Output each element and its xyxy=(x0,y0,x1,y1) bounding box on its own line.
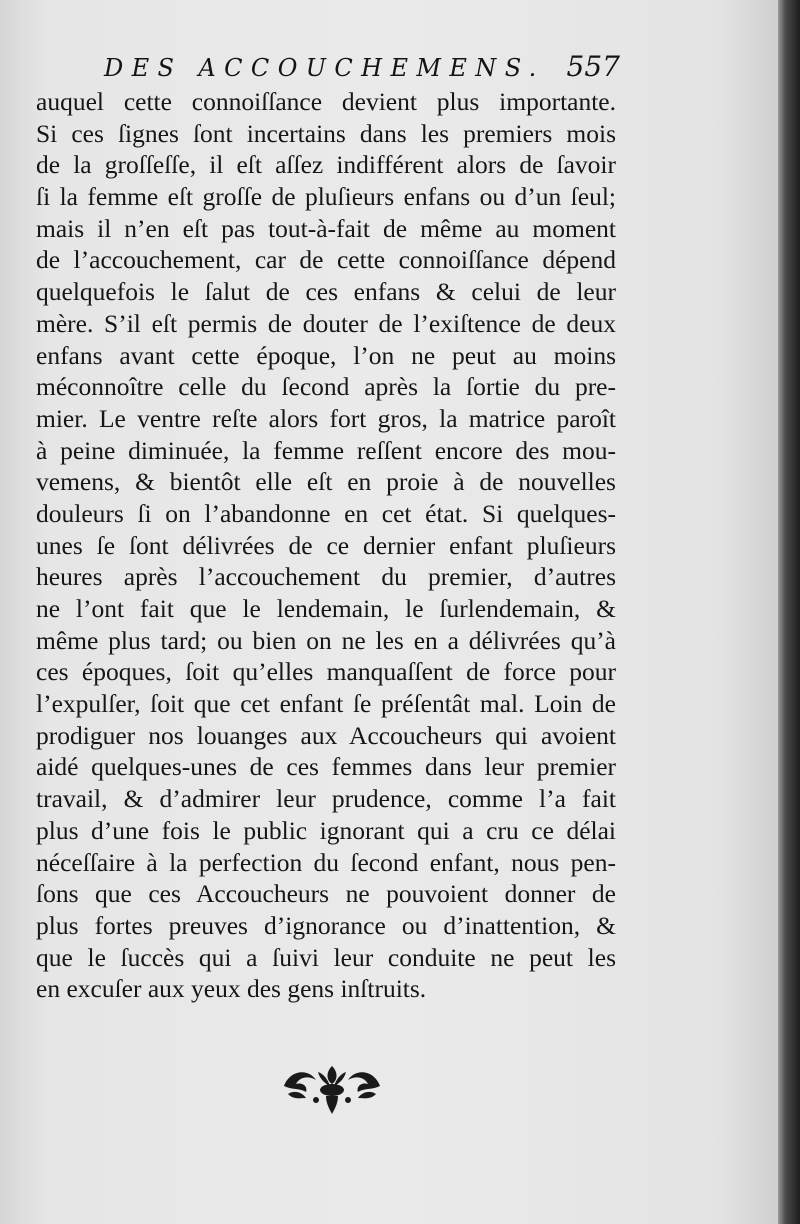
text-line: auquel cette connoiſſance devient plus importante. xyxy=(36,87,616,116)
text-line: Si ces ſignes ſont incertains dans les premiers mois xyxy=(36,118,616,148)
text-line: heures après l’accouchement du premier, d’autres xyxy=(36,562,616,592)
text-line: unes ſe ſont délivrées de ce dernier enfant pluſieurs xyxy=(36,530,616,560)
text-line: ſi la femme eſt groſſe de pluſieurs enfans ou d’un ſeul; xyxy=(36,182,616,212)
body-text xyxy=(36,86,616,1005)
text-line: de l’accouchement, car de cette connoiſſance dépend xyxy=(36,245,616,275)
text-line: douleurs ſi on l’abandonne en cet état. Si quelques- xyxy=(36,498,616,528)
text-line: plus fortes preuves d’ignorance ou d’inattention, & xyxy=(36,910,616,940)
page-header xyxy=(104,48,620,88)
page-edge-shadow xyxy=(778,0,800,1224)
text-line: travail, & d’admirer leur prudence, comme l’a fait xyxy=(36,784,616,814)
text-line: aidé quelques-unes de ces femmes dans leur premier xyxy=(36,752,616,782)
text-line: méconnoître celle du ſecond après la ſortie du pre- xyxy=(36,372,616,402)
page-number: 557 xyxy=(566,50,620,83)
running-title: DES ACCOUCHEMENS. xyxy=(104,54,545,82)
text-line: mais il n’en eſt pas tout-à-fait de même au moment xyxy=(36,213,616,243)
text-line: même plus tard; ou bien on ne les en a délivrées qu’à xyxy=(36,625,616,655)
text-line: plus d’une fois le public ignorant qui a cru ce délai xyxy=(36,815,616,845)
text-line: néceſſaire à la perfection du ſecond enfant, nous pen- xyxy=(36,847,616,877)
text-line: vemens, & bientôt elle eſt en proie à de nouvelles xyxy=(36,467,616,497)
text-line: ſons que ces Accoucheurs ne pouvoient donner de xyxy=(36,879,616,909)
text-line: mier. Le ventre reſte alors fort gros, la matrice paroît xyxy=(36,403,616,433)
text-line: ne l’ont fait que le lendemain, le ſurlendemain, & xyxy=(36,594,616,623)
text-line: mère. S’il eſt permis de douter de l’exiſtence de deux xyxy=(36,308,616,338)
floral-fleuron-icon xyxy=(280,1060,384,1116)
text-line: que le ſuccès qui a ſuivi leur conduite ne peut les xyxy=(36,942,616,972)
text-line: à peine diminuée, la femme reſſent encore des mou- xyxy=(36,435,616,465)
text-line: l’expulſer, ſoit que cet enfant ſe préſentât mal. Loin de xyxy=(36,689,616,719)
text-line: enfans avant cette époque, l’on ne peut au moins xyxy=(36,340,616,370)
text-line: prodiguer nos louanges aux Accoucheurs qui avoient xyxy=(36,720,616,750)
text-line: de la groſſeſſe, il eſt aſſez indifférent alors de ſavoir xyxy=(36,150,616,180)
text-line: quelquefois le ſalut de ces enfans & celui de leur xyxy=(36,277,616,307)
text-line: ces époques, ſoit qu’elles manquaſſent de force pour xyxy=(36,657,616,687)
text-line: en excuſer aux yeux des gens inſtruits. xyxy=(36,974,427,1004)
